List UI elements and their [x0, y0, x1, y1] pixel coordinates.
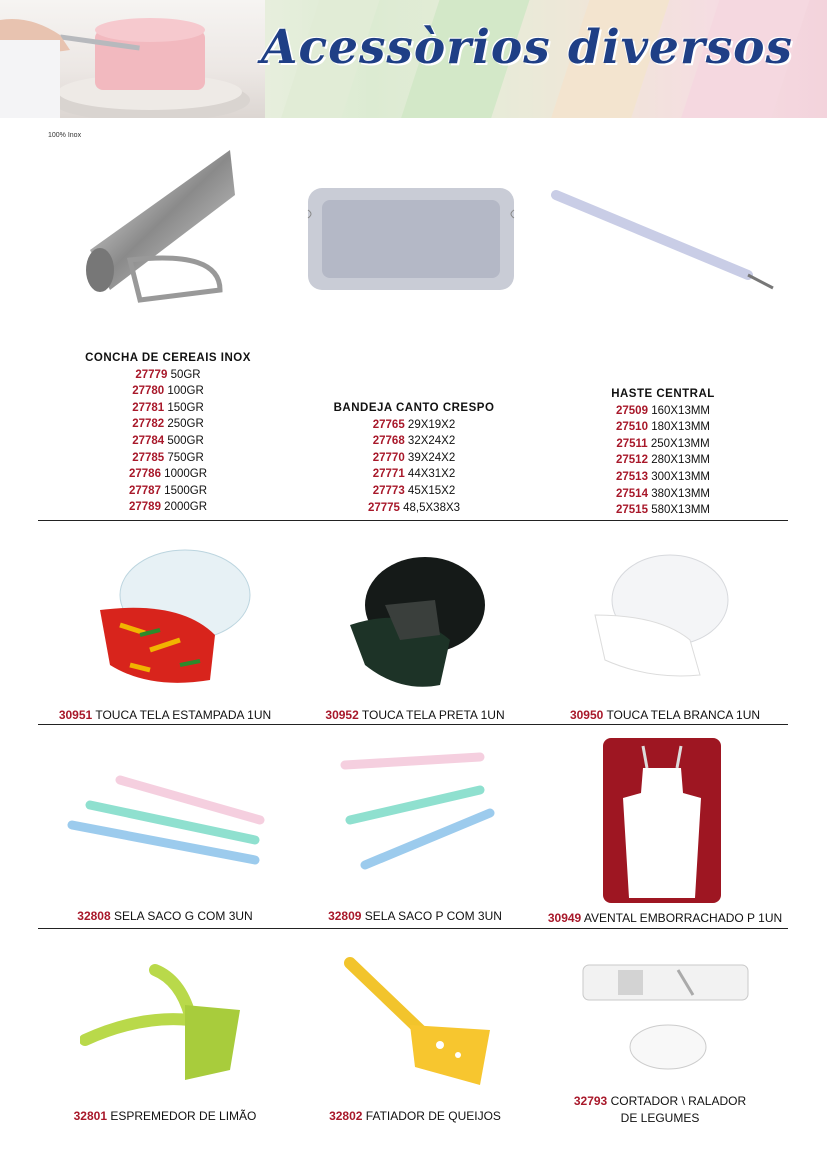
concha-line: 27786 1000GR	[128, 468, 208, 481]
divider	[38, 928, 788, 929]
product-caption: 30952 TOUCA TELA PRETA 1UN	[325, 708, 505, 722]
bag-sealer-small-image	[330, 745, 510, 885]
concha-line: 27784 500GR	[132, 434, 204, 447]
product-caption: 32809 SELA SACO P COM 3UN	[328, 909, 502, 923]
concha-block	[68, 350, 268, 516]
cake-photo	[0, 0, 265, 118]
concha-line: 27782 250GR	[132, 418, 204, 431]
inox-note: 100% Inox	[48, 132, 82, 139]
concha-title: CONCHA DE CEREAIS INOX	[85, 352, 251, 364]
rod-image	[548, 185, 780, 295]
divider	[38, 724, 788, 725]
concha-line: 27787 1500GR	[128, 484, 208, 497]
concha-line: 27781 150GR	[132, 401, 204, 414]
concha-line: 27779 50GR	[135, 368, 201, 381]
bandeja-line: 27775 48,5X38X3	[367, 501, 461, 514]
header-banner	[0, 0, 827, 118]
caption-line2: DE LEGUMES	[620, 1111, 700, 1125]
apron-image	[603, 738, 721, 903]
product-caption: 32793 CORTADOR \ RALADOR DE LEGUMES	[535, 1093, 785, 1127]
concha-line: 27789 2000GR	[128, 501, 208, 514]
bandeja-block	[314, 400, 514, 516]
haste-line: 27511 250X13MM	[616, 437, 710, 450]
bandeja-line: 27765 29X19X2	[372, 418, 456, 431]
page-title: Acessòrios diversos	[260, 20, 793, 75]
bandeja-line: 27770 39X24X2	[372, 451, 456, 464]
vegetable-slicer-image	[578, 955, 753, 1075]
bag-sealer-large-image	[60, 770, 270, 880]
concha-line: 27785 750GR	[132, 451, 204, 464]
product-caption: 32801 ESPREMEDOR DE LIMÃO	[73, 1109, 257, 1123]
haste-line: 27510 180X13MM	[616, 421, 710, 434]
product-caption: 30951 TOUCA TELA ESTAMPADA 1UN	[58, 708, 272, 722]
bandeja-line: 27773 45X15X2	[372, 484, 456, 497]
bandeja-line: 27771 44X31X2	[372, 468, 456, 481]
haste-line: 27515 580X13MM	[616, 504, 710, 517]
product-caption: 32802 FATIADOR DE QUEIJOS	[329, 1109, 501, 1123]
haste-line: 27514 380X13MM	[616, 487, 710, 500]
concha-line: 27780 100GR	[132, 385, 204, 398]
white-cap-image	[590, 545, 740, 685]
haste-block	[563, 386, 763, 519]
haste-line: 27509 160X13MM	[616, 404, 710, 417]
product-caption: 30949 AVENTAL EMBORRACHADO P 1UN	[547, 911, 783, 925]
product-caption: 32808 SELA SACO G COM 3UN	[77, 909, 253, 923]
black-cap-image	[340, 545, 500, 690]
printed-cap-image	[90, 540, 260, 690]
product-caption: 30950 TOUCA TELA BRANCA 1UN	[569, 708, 761, 722]
divider	[38, 520, 788, 521]
scoop-image	[70, 140, 270, 330]
tray-image	[300, 178, 522, 300]
bandeja-line: 27768 32X24X2	[372, 435, 456, 448]
lemon-squeezer-image	[80, 960, 250, 1095]
cheese-slicer-image	[340, 955, 500, 1090]
haste-line: 27512 280X13MM	[616, 454, 710, 467]
bandeja-title: BANDEJA CANTO CRESPO	[333, 402, 495, 414]
haste-line: 27513 300X13MM	[616, 470, 710, 483]
haste-title: HASTE CENTRAL	[611, 388, 715, 400]
